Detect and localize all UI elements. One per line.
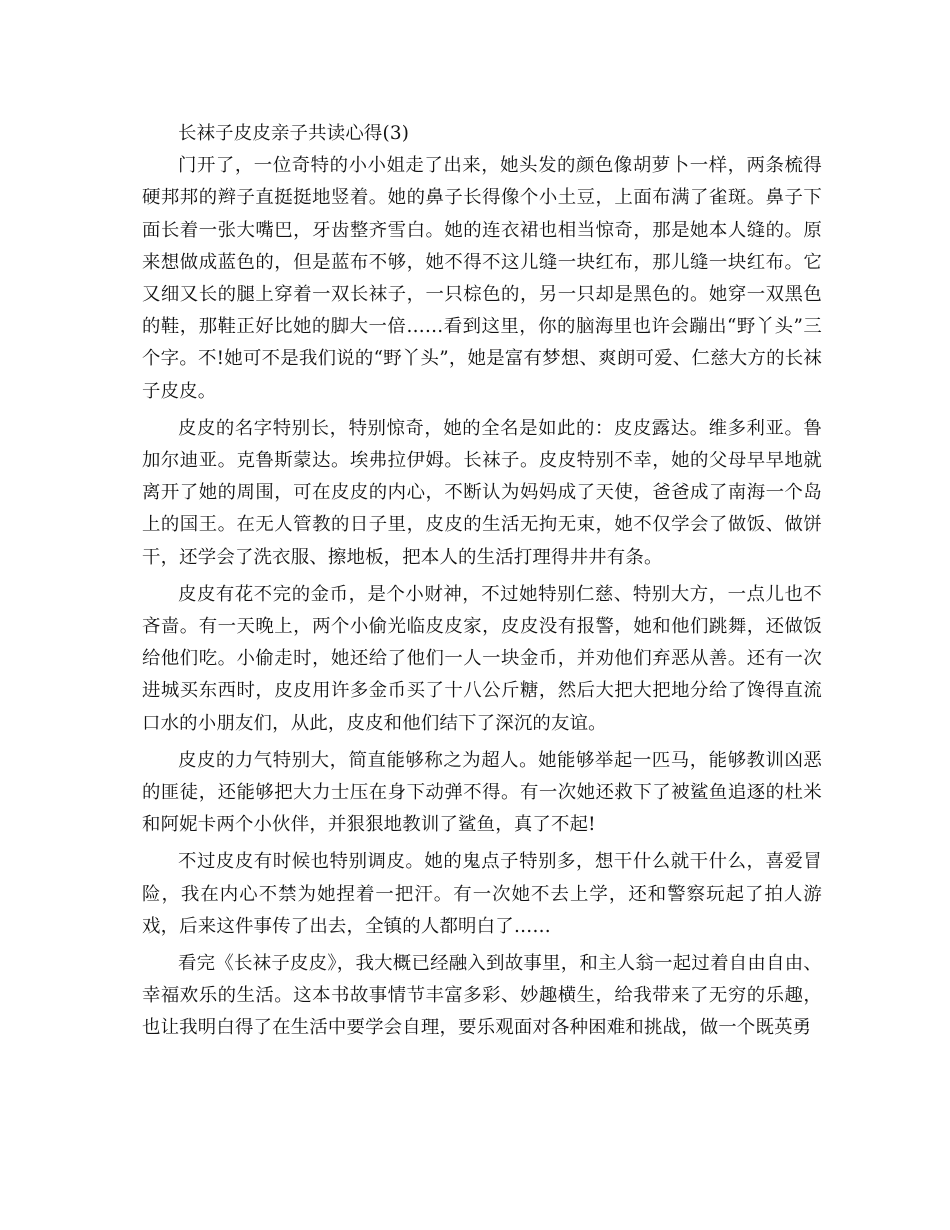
paragraph-1: 门开了，一位奇特的小小姐走了出来，她头发的颜色像胡萝卜一样，两条梳得硬邦邦的辫子直挺挺地竖着。她的鼻子长得像个小土豆，上面布满了雀斑。鼻子下面长着一张大嘴巴，牙齿整齐雪白。她的连衣裙也相当惊奇，那是她本人缝的。原来想做成蓝色的，但是蓝布不够，她不得不这儿缝一块红布，那儿缝一块红布。它又细又长的腿上穿着一双长袜子，一只棕色的，另一只却是黑色的。她穿一双黑色的鞋，那鞋正好比她的脚大一倍……看到这里，你的脑海里也许会蹦出“野丫头”三个字。不!她可不是我们说的“野丫头”，她是富有梦想、爽朗可爱、仁慈大方的长袜子皮皮。 [142, 155, 822, 402]
paragraph-6: 看完《长袜子皮皮》，我大概已经融入到故事里，和主人翁一起过着自由自由、幸福欢乐的生活。这本书故事情节丰富多彩、妙趣横生，给我带来了无穷的乐趣，也让我明白得了在生活中要学会自理，要乐观面对各种困难和挑战，做一个既英勇 [142, 953, 822, 1039]
paragraph-4: 皮皮的力气特别大，简直能够称之为超人。她能够举起一匹马，能够教训凶恶的匪徒，还能够把大力士压在身下动弹不得。有一次她还救下了被鲨鱼追逐的杜米和阿妮卡两个小伙伴，并狠狠地教训了鲨鱼，真了不起! [142, 749, 822, 836]
document-page [142, 118, 822, 1050]
paragraph-3: 皮皮有花不完的金币，是个小财神，不过她特别仁慈、特别大方，一点儿也不吝啬。有一天晚上，两个小偷光临皮皮家，皮皮没有报警，她和他们跳舞，还做饭给他们吃。小偷走时，她还给了他们一人一块金币，并劝他们弃恶从善。还有一次进城买东西时，皮皮用许多金币买了十八公斤糖，然后大把大把地分给了馋得直流口水的小朋友们，从此，皮皮和他们结下了深沉的友谊。 [142, 583, 822, 734]
document-title: 长袜子皮皮亲子共读心得(3) [178, 123, 410, 144]
paragraph-5: 不过皮皮有时候也特别调皮。她的鬼点子特别多，想干什么就干什么，喜爱冒险，我在内心不禁为她捏着一把汗。有一次她不去上学，还和警察玩起了拍人游戏，后来这件事传了出去，全镇的人都明白了…… [142, 851, 822, 937]
paragraph-2: 皮皮的名字特别长，特别惊奇，她的全名是如此的：皮皮露达。维多利亚。鲁加尔迪亚。克鲁斯蒙达。埃弗拉伊姆。长袜子。皮皮特别不幸，她的父母早早地就离开了她的周围，可在皮皮的内心，不断认为妈妈成了天使，爸爸成了南海一个岛上的国王。在无人管教的日子里，皮皮的生活无拘无束，她不仅学会了做饭、做饼干，还学会了洗衣服、擦地板，把本人的生活打理得井井有条。 [142, 417, 822, 568]
